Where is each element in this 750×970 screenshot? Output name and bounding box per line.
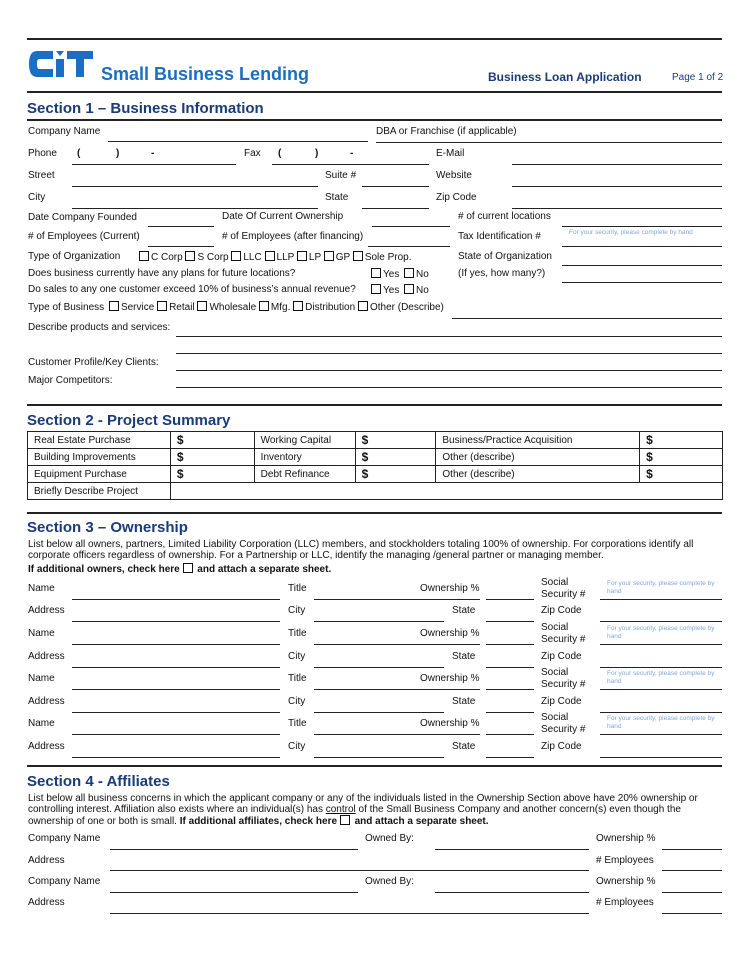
affiliate-ownership-label: Ownership %: [596, 833, 656, 844]
owner-zip-field[interactable]: [600, 712, 722, 713]
future-locations-no[interactable]: No: [404, 268, 429, 281]
owner-name-field[interactable]: [72, 644, 280, 645]
owner-title-label: Title: [288, 583, 307, 594]
dollar-sign: $: [646, 433, 653, 447]
tax-id-security-note: For your security, please complete by hand: [569, 229, 693, 236]
checkbox-icon[interactable]: [157, 301, 167, 311]
owner-zip-label: Zip Code: [541, 651, 582, 662]
website-label: Website: [436, 170, 472, 181]
owner-address-field[interactable]: [72, 621, 280, 622]
amount-cell[interactable]: [170, 466, 254, 483]
zip-label: Zip Code: [436, 192, 477, 203]
locations-field[interactable]: [562, 226, 722, 227]
owner-title-label: Title: [288, 718, 307, 729]
checkbox-icon[interactable]: [185, 251, 195, 261]
describe-project-field[interactable]: [170, 483, 722, 500]
table-row: [28, 483, 723, 500]
date-founded-label: Date Company Founded: [28, 212, 137, 223]
sales-no[interactable]: No: [404, 284, 429, 297]
amount-cell[interactable]: [640, 449, 723, 466]
owner-ssn-field[interactable]: [600, 599, 722, 600]
table-cell-label: Other (describe): [436, 449, 640, 466]
owner-security-label: Security #: [541, 724, 586, 735]
email-label: E-Mail: [436, 148, 465, 159]
owner-name-field[interactable]: [72, 599, 280, 600]
owner-state-field[interactable]: [486, 667, 534, 668]
affiliate-company-label: Company Name: [28, 876, 101, 887]
org-option-lp[interactable]: LP: [297, 252, 321, 263]
owner-title-label: Title: [288, 673, 307, 684]
section3-intro-line1: List below all owners, partners, Limited Liability Corporation (LLC) members, and stockholders totaling 100% of ownership. For corporations identify all: [28, 539, 694, 550]
state-field[interactable]: [362, 208, 429, 209]
org-option-s-corp[interactable]: S Corp: [185, 252, 228, 263]
type-org-label: Type of Organization: [28, 251, 121, 262]
affiliate-ownership-label: Ownership %: [596, 876, 656, 887]
owner-state-label: State: [452, 696, 476, 707]
owner-address-field[interactable]: [72, 667, 280, 668]
section3-title: Section 3 – Ownership: [27, 519, 188, 536]
fax-dash: -: [350, 148, 354, 159]
describe-products-line-1[interactable]: [176, 336, 722, 337]
owner-address-label: Address: [28, 651, 65, 662]
owner-address-field[interactable]: [72, 757, 280, 758]
owner-city-label: City: [288, 605, 306, 616]
owner-address-label: Address: [28, 605, 65, 616]
competitors-label: Major Competitors:: [28, 375, 113, 386]
street-label: Street: [28, 170, 55, 181]
future-locations-question: Does business currently have any plans for future locations?: [28, 268, 296, 279]
owner-state-label: State: [452, 605, 476, 616]
additional-owners-checkbox[interactable]: [183, 563, 193, 573]
amount-cell[interactable]: [355, 466, 436, 483]
table-row: [28, 466, 723, 483]
table-cell-label: Working Capital: [254, 432, 355, 449]
owner-zip-field[interactable]: [600, 621, 722, 622]
dollar-sign: $: [176, 433, 184, 447]
owner-title-field[interactable]: [314, 689, 480, 690]
dollar-sign: $: [646, 467, 653, 481]
amount-cell[interactable]: [170, 432, 254, 449]
checkbox-icon[interactable]: [371, 284, 381, 294]
affiliate-ownership-field[interactable]: [662, 892, 722, 893]
owner-zip-label: Zip Code: [541, 696, 582, 707]
affiliate-owned-by-field[interactable]: [435, 849, 589, 850]
street-field[interactable]: [72, 186, 318, 187]
owner-title-field[interactable]: [314, 734, 480, 735]
owner-ssn-note: For your security, please complete by hand: [607, 715, 715, 730]
business-option-mfg[interactable]: Mfg.: [259, 302, 290, 313]
owner-state-label: State: [452, 741, 476, 752]
business-type-row: [28, 301, 444, 314]
employees-current-field[interactable]: [148, 246, 214, 247]
table-row: [28, 449, 723, 466]
header-rule: [27, 91, 722, 93]
owner-ssn-field[interactable]: [600, 734, 722, 735]
affiliate-employees-label: # Employees: [596, 855, 654, 866]
owner-state-field[interactable]: [486, 757, 534, 758]
tax-id-label: Tax Identification #: [458, 231, 541, 242]
owner-ssn-note: For your security, please complete by hand: [607, 670, 715, 685]
section2-top-rule: [27, 404, 722, 406]
table-cell-label: Business/Practice Acquisition: [436, 432, 640, 449]
checkbox-icon[interactable]: [358, 301, 368, 311]
describe-products-line-2[interactable]: [176, 353, 722, 354]
table-cell-label: Debt Refinance: [254, 466, 355, 483]
owner-city-field[interactable]: [314, 667, 444, 668]
owner-address-field[interactable]: [72, 712, 280, 713]
affiliate-owned-by-field[interactable]: [435, 892, 589, 893]
owner-city-field[interactable]: [314, 757, 444, 758]
owner-ssn-field[interactable]: [600, 644, 722, 645]
owner-zip-field[interactable]: [600, 757, 722, 758]
customer-profile-field[interactable]: [176, 370, 722, 371]
table-cell-label: Inventory: [254, 449, 355, 466]
suite-field[interactable]: [362, 186, 429, 187]
section4-intro-line2: controlling interest. Affiliation also exists where an individual(s) has control of the Small Business Company and another concern(s) even though the: [28, 804, 681, 815]
affiliate-owned-by-label: Owned By:: [365, 876, 414, 887]
dba-field[interactable]: [376, 142, 722, 143]
product-title: Small Business Lending: [101, 64, 310, 84]
checkbox-icon[interactable]: [139, 251, 149, 261]
competitors-field[interactable]: [176, 387, 722, 388]
section3-intro-line2: corporate officers regardless of ownership. For a Partnership or LLC, identify the managing /general partner or managing member.: [28, 550, 604, 561]
date-ownership-field[interactable]: [372, 226, 450, 227]
describe-project-label: Briefly Describe Project: [28, 483, 171, 500]
section3-top-rule: [27, 512, 722, 514]
business-option-wholesale[interactable]: Wholesale: [197, 302, 256, 313]
checkbox-icon[interactable]: [324, 251, 334, 261]
owner-ownership-label: Ownership %: [420, 583, 480, 594]
affiliate-address-label: Address: [28, 855, 65, 866]
city-label: City: [28, 192, 46, 203]
phone-paren-close: ): [116, 148, 120, 159]
org-option-sole-prop[interactable]: Sole Prop.: [353, 252, 412, 263]
checkbox-icon[interactable]: [265, 251, 275, 261]
owner-zip-label: Zip Code: [541, 741, 582, 752]
affiliate-address-label: Address: [28, 897, 65, 908]
owner-address-label: Address: [28, 741, 65, 752]
company-name-field[interactable]: [108, 141, 368, 142]
owner-state-label: State: [452, 651, 476, 662]
fax-paren-close: ): [315, 148, 319, 159]
owner-state-field[interactable]: [486, 621, 534, 622]
owner-name-field[interactable]: [72, 689, 280, 690]
sales-question: Do sales to any one customer exceed 10% of business’s annual revenue?: [28, 284, 356, 295]
dollar-sign: $: [361, 433, 369, 447]
affiliate-employees-field[interactable]: [662, 913, 722, 914]
additional-owners-note: If additional owners, check here and attach a separate sheet.: [28, 564, 332, 575]
section4-top-rule: [27, 765, 722, 767]
dollar-sign: $: [361, 450, 369, 464]
cit-logo: [27, 47, 95, 81]
owner-social-label: Social: [541, 622, 569, 633]
phone-field[interactable]: [72, 164, 236, 165]
owner-name-field[interactable]: [72, 734, 280, 735]
table-cell-label: Real Estate Purchase: [28, 432, 171, 449]
owner-ssn-note: For your security, please complete by hand: [607, 625, 715, 640]
employees-after-label: # of Employees (after financing): [222, 231, 364, 242]
owner-city-label: City: [288, 651, 306, 662]
future-locations-yes[interactable]: Yes: [371, 268, 399, 281]
state-org-field[interactable]: [562, 265, 722, 266]
section4-intro-line1: List below all business concerns in which the applicant company or any of the individuals listed in the Ownership Section above have 20% ownership or: [28, 793, 698, 804]
website-field[interactable]: [512, 186, 722, 187]
owner-name-label: Name: [28, 673, 55, 684]
dollar-sign: $: [646, 450, 653, 464]
business-option-distribution[interactable]: Distribution: [293, 302, 355, 313]
owner-ownership-label: Ownership %: [420, 673, 480, 684]
owner-ownership-label: Ownership %: [420, 628, 480, 639]
owner-social-label: Social: [541, 712, 569, 723]
owner-zip-label: Zip Code: [541, 605, 582, 616]
org-option-c-corp[interactable]: C Corp: [139, 252, 183, 263]
owner-address-label: Address: [28, 696, 65, 707]
locations-label: # of current locations: [458, 211, 551, 222]
amount-cell[interactable]: [355, 449, 436, 466]
business-option-service[interactable]: Service: [107, 302, 154, 313]
checkbox-icon[interactable]: [404, 268, 414, 278]
owner-city-field[interactable]: [314, 712, 444, 713]
employees-current-label: # of Employees (Current): [28, 231, 140, 242]
business-option-retail[interactable]: Retail: [157, 302, 195, 313]
section4-intro-line3: ownership of one or both is small. If additional affiliates, check here and attach a separate sheet.: [28, 816, 489, 827]
sales-yes[interactable]: Yes: [371, 284, 399, 297]
zip-field[interactable]: [512, 208, 722, 209]
section2-title: Section 2 - Project Summary: [27, 412, 231, 429]
owner-ownership-field[interactable]: [486, 599, 534, 600]
owner-title-field[interactable]: [314, 644, 480, 645]
checkbox-icon[interactable]: [197, 301, 207, 311]
affiliate-employees-field[interactable]: [662, 870, 722, 871]
fax-paren-open: (: [278, 148, 282, 159]
affiliate-employees-label: # Employees: [596, 897, 654, 908]
dollar-sign: $: [176, 450, 184, 464]
tax-id-field[interactable]: [562, 246, 722, 247]
table-cell-label: Other (describe): [436, 466, 640, 483]
state-label: State: [325, 192, 349, 203]
owner-security-label: Security #: [541, 634, 586, 645]
employees-after-field[interactable]: [368, 246, 450, 247]
owner-name-label: Name: [28, 583, 55, 594]
customer-profile-label: Customer Profile/Key Clients:: [28, 357, 159, 368]
dollar-sign: $: [176, 467, 184, 481]
owner-ssn-note: For your security, please complete by hand: [607, 580, 715, 595]
checkbox-icon[interactable]: [371, 268, 381, 278]
owner-security-label: Security #: [541, 679, 586, 690]
how-many-label: (If yes, how many?): [458, 268, 546, 279]
owner-city-field[interactable]: [314, 621, 444, 622]
owner-social-label: Social: [541, 667, 569, 678]
checkbox-icon[interactable]: [109, 301, 119, 311]
owner-name-label: Name: [28, 628, 55, 639]
affiliate-address-field[interactable]: [110, 870, 589, 871]
owner-social-label: Social: [541, 577, 569, 588]
affiliate-address-field[interactable]: [110, 913, 589, 914]
amount-cell[interactable]: [640, 432, 723, 449]
form-title: Business Loan Application: [488, 70, 642, 84]
phone-dash: -: [151, 148, 155, 159]
owner-zip-field[interactable]: [600, 667, 722, 668]
checkbox-icon[interactable]: [231, 251, 241, 261]
how-many-field[interactable]: [562, 282, 722, 283]
suite-label: Suite #: [325, 170, 357, 181]
owner-ownership-field[interactable]: [486, 689, 534, 690]
table-row: [28, 432, 723, 449]
table-cell-label: Equipment Purchase: [28, 466, 171, 483]
page-number: Page 1 of 2: [672, 72, 724, 83]
section4-title: Section 4 - Affiliates: [27, 773, 170, 790]
project-summary-table: [27, 431, 723, 500]
affiliate-company-label: Company Name: [28, 833, 101, 844]
table-cell-label: Building Improvements: [28, 449, 171, 466]
owner-name-label: Name: [28, 718, 55, 729]
owner-title-field[interactable]: [314, 599, 480, 600]
affiliate-owned-by-label: Owned By:: [365, 833, 414, 844]
additional-affiliates-checkbox[interactable]: [340, 815, 350, 825]
owner-ownership-field[interactable]: [486, 734, 534, 735]
top-rule: [27, 38, 722, 40]
owner-ownership-field[interactable]: [486, 644, 534, 645]
dollar-sign: $: [361, 467, 369, 481]
org-options: [139, 251, 412, 264]
phone-paren-open: (: [77, 148, 81, 159]
checkbox-icon[interactable]: [259, 301, 269, 311]
owner-city-label: City: [288, 741, 306, 752]
describe-products-label: Describe products and services:: [28, 322, 171, 333]
owner-state-field[interactable]: [486, 712, 534, 713]
owner-ownership-label: Ownership %: [420, 718, 480, 729]
owner-city-label: City: [288, 696, 306, 707]
org-option-llc[interactable]: LLC: [231, 252, 261, 263]
company-name-label: Company Name: [28, 126, 101, 137]
state-org-label: State of Organization: [458, 251, 552, 262]
checkbox-icon[interactable]: [293, 301, 303, 311]
affiliate-company-field[interactable]: [110, 849, 358, 850]
section1-rule: [27, 119, 722, 121]
date-founded-field[interactable]: [148, 226, 214, 227]
checkbox-icon[interactable]: [297, 251, 307, 261]
fax-label: Fax: [244, 148, 261, 159]
cit-logo-mark: [27, 47, 95, 81]
affiliate-company-field[interactable]: [110, 892, 358, 893]
affiliate-ownership-field[interactable]: [662, 849, 722, 850]
section1-title: Section 1 – Business Information: [27, 100, 264, 117]
fax-field[interactable]: [272, 164, 429, 165]
phone-label: Phone: [28, 148, 57, 159]
owner-ssn-field[interactable]: [600, 689, 722, 690]
amount-cell[interactable]: [355, 432, 436, 449]
email-field[interactable]: [512, 164, 722, 165]
org-option-llp[interactable]: LLP: [265, 252, 295, 263]
type-business-label: Type of Business: [28, 302, 105, 313]
checkbox-icon[interactable]: [353, 251, 363, 261]
owner-title-label: Title: [288, 628, 307, 639]
checkbox-icon[interactable]: [404, 284, 414, 294]
dba-label: DBA or Franchise (if applicable): [376, 126, 517, 137]
business-other-field[interactable]: [452, 318, 722, 319]
owner-security-label: Security #: [541, 589, 586, 600]
amount-cell[interactable]: [170, 449, 254, 466]
amount-cell[interactable]: [640, 466, 723, 483]
org-option-gp[interactable]: GP: [324, 252, 350, 263]
date-ownership-label: Date Of Current Ownership: [222, 211, 344, 222]
business-option-other[interactable]: Other (Describe): [358, 302, 444, 313]
city-field[interactable]: [72, 208, 318, 209]
